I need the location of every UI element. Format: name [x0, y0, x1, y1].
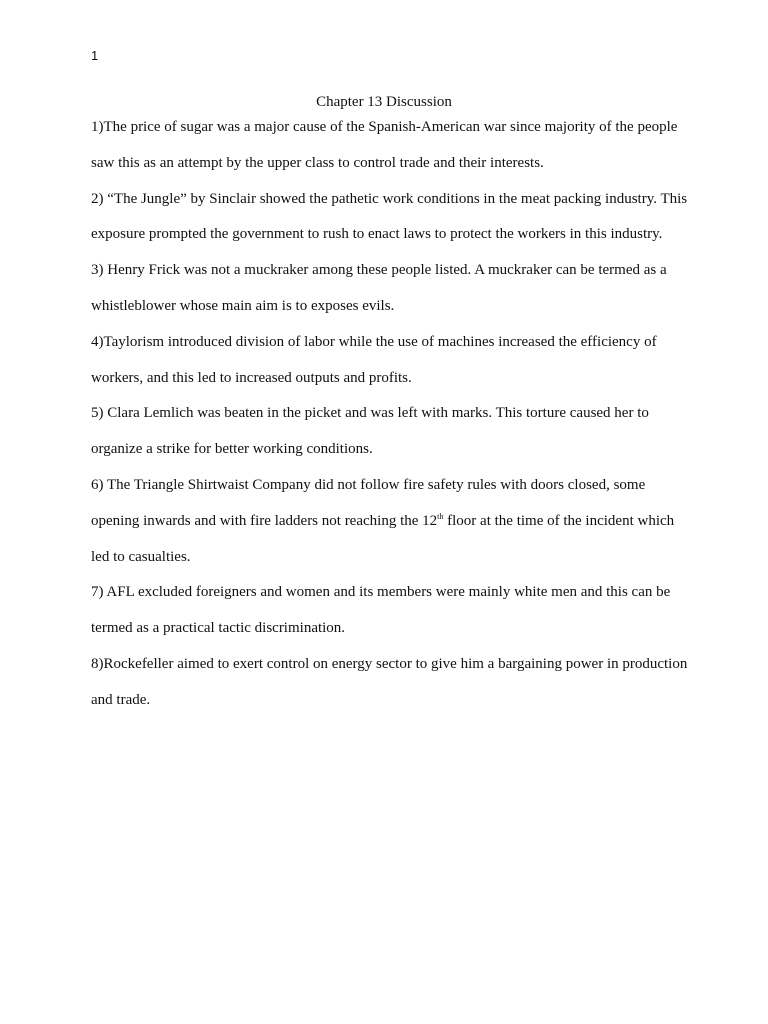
paragraph-1: 1)The price of sugar was a major cause of the Spanish-American war since majority of the people saw this as an attempt by the upper class to control trade and their interests.	[91, 119, 678, 171]
document-body	[91, 110, 691, 719]
ordinal-superscript: th	[437, 511, 444, 521]
paragraph-6-text-after: floor at the time of the incident which led to casualties.	[91, 512, 675, 565]
page-number: 1	[91, 48, 99, 63]
paragraph-3: 3) Henry Frick was not a muckraker among these people listed. A muckraker can be termed as a whistleblower whose main aim is to exposes evils.	[91, 262, 667, 314]
document-title: Chapter 13 Discussion	[316, 94, 452, 110]
paragraph-8: 8)Rockefeller aimed to exert control on energy sector to give him a bargaining power in production and trade.	[91, 655, 688, 708]
paragraph-7: 7) AFL excluded foreigners and women and its members were mainly white men and this can be termed as a practical tactic discrimination.	[91, 584, 671, 637]
paragraph-2: 2) “The Jungle” by Sinclair showed the pathetic work conditions in the meat packing industry. This exposure prompted the government to rush to enact laws to protect the workers in this industry.	[91, 190, 688, 243]
paragraph-6	[91, 468, 691, 575]
paragraph-4: 4)Taylorism introduced division of labor while the use of machines increased the efficiency of workers, and this led to increased outputs and profits.	[91, 333, 657, 386]
paragraph-5: 5) Clara Lemlich was beaten in the picket and was left with marks. This torture caused her to organize a strike for better working conditions.	[91, 405, 649, 458]
paragraph-6-text-before: 6) The Triangle Shirtwaist Company did not follow fire safety rules with doors closed, some opening inwards and with fire ladders not reaching the 12	[91, 476, 646, 529]
